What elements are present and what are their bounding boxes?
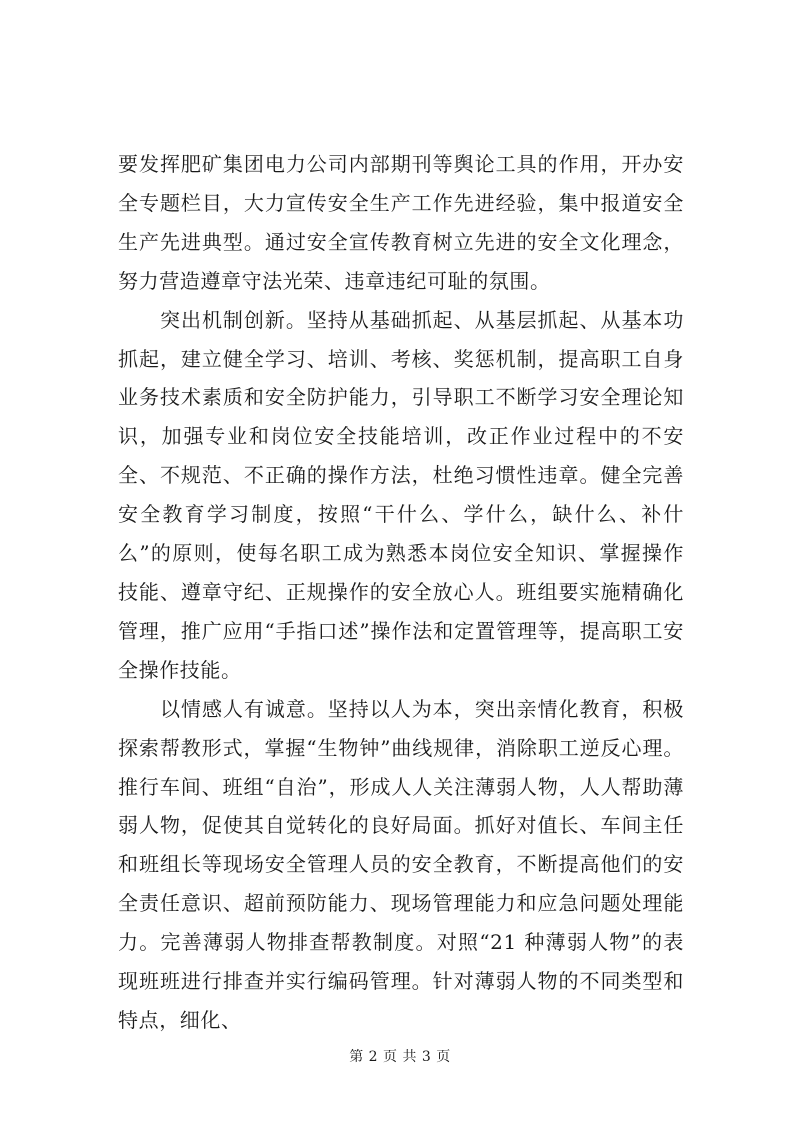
paragraph-continuation: 要发挥肥矿集团电力公司内部期刊等舆论工具的作用，开办安全专题栏目，大力宣传安全生产工作先进经验，集中报道安全生产先进典型。通过安全宣传教育树立先进的安全文化理念，努力营造遵章守法光荣、违章违纪可耻的氛围。 bbox=[118, 152, 684, 293]
paragraph-emotional-education: 以情感人有诚意。坚持以人为本，突出亲情化教育，积极探索帮教形式，掌握“生物钟”曲线规律，消除职工逆反心理。推行车间、班组“自治”，形成人人关注薄弱人物，人人帮助薄弱人物，促使其自觉转化的良好局面。抓好对值长、车间主任和班组长等现场安全管理人员的安全教育，不断提高他们的安全责任意识、超前预防能力、现场管理能力和应急问题处理能力。完善薄弱人物排查帮教制度。对照“21 种薄弱人物”的表现班班进行排查并实行编码管理。针对薄弱人物的不同类型和特点，细化、 bbox=[118, 696, 684, 1032]
page-number-footer: 第 2 页 共 3 页 bbox=[349, 1049, 451, 1065]
paragraph-mechanism-innovation: 突出机制创新。坚持从基础抓起、从基层抓起、从基本功抓起，建立健全学习、培训、考核、奖惩机制，提高职工自身业务技术素质和安全防护能力，引导职工不断学习安全理论知识，加强专业和岗位安全技能培训，改正作业过程中的不安全、不规范、不正确的操作方法，杜绝习惯性违章。健全完善安全教育学习制度，按照“干什么、学什么，缺什么、补什么”的原则，使每名职工成为熟悉本岗位安全知识、掌握操作技能、遵章守纪、正规操作的安全放心人。班组要实施精确化管理，推广应用“手指口述”操作法和定置管理等，提高职工安全操作技能。 bbox=[118, 307, 684, 682]
document-body bbox=[118, 145, 684, 1040]
